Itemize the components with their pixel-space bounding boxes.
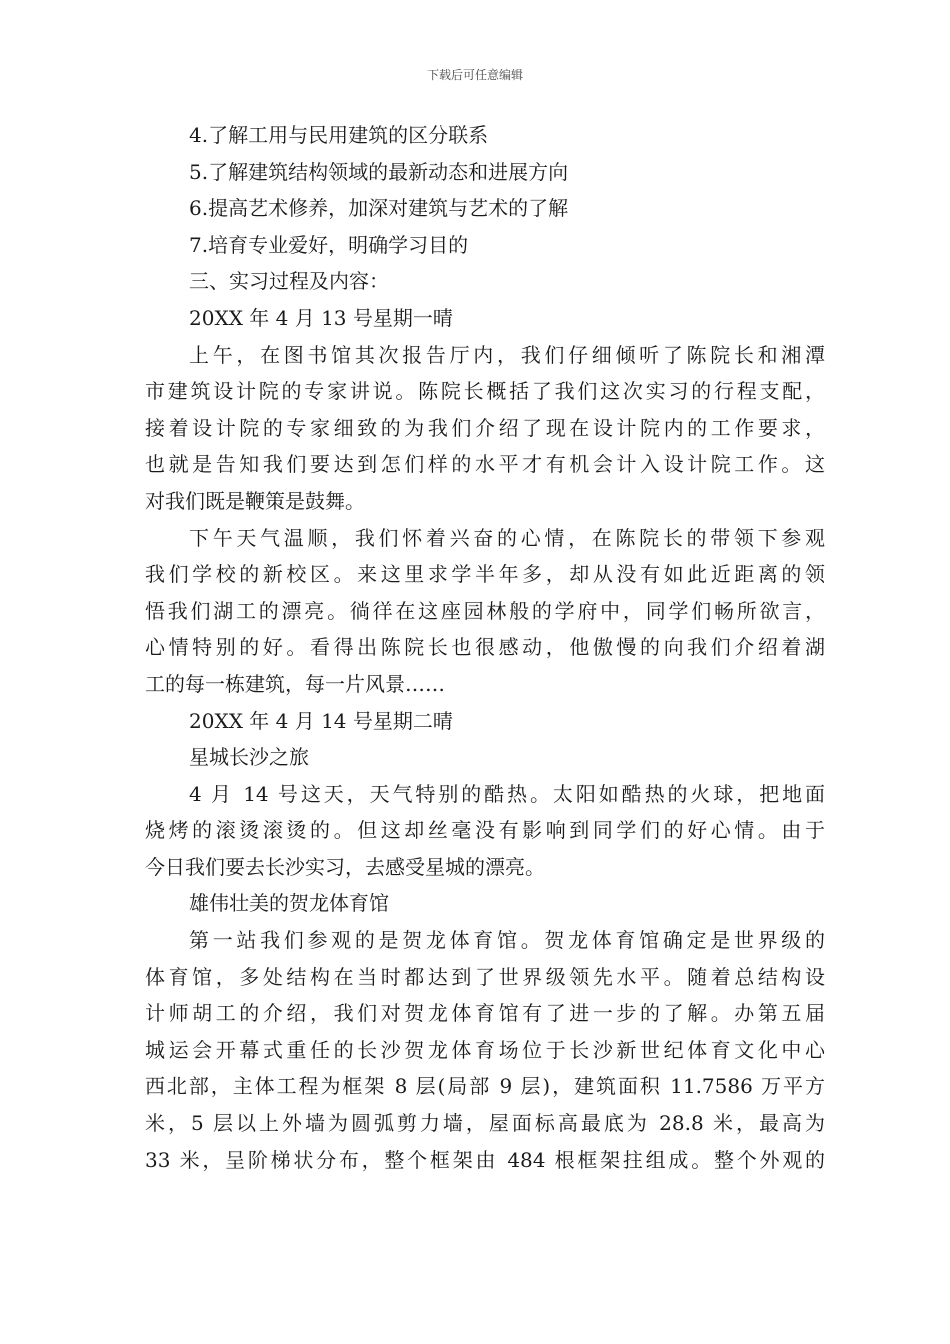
text-line: 烧烤的滚烫滚烫的。但这却丝毫没有影响到同学们的好心情。由于 [145, 818, 825, 843]
text-line: 下午天气温顺，我们怀着兴奋的心情，在陈院长的带领下参观 [189, 525, 825, 550]
page-header: 下载后可任意编辑 [426, 68, 523, 82]
text-line: 体育馆，多处结构在当时都达到了世界级领先水平。随着总结构设 [145, 964, 825, 989]
text-line: 工的每一栋建筑，每一片风景…… [145, 671, 445, 696]
text-line: 三、实习过程及内容： [189, 269, 389, 294]
text-line: 市建筑设计院的专家讲说。陈院长概括了我们这次实习的行程支配， [145, 379, 825, 404]
text-line: 6.提高艺术修养，加深对建筑与艺术的了解 [189, 196, 569, 221]
text-line: 我们学校的新校区。来这里求学半年多，却从没有如此近距离的领 [145, 562, 825, 587]
text-line: 4.了解工用与民用建筑的区分联系 [189, 123, 489, 147]
text-line: 悟我们湖工的漂亮。徜徉在这座园林般的学府中，同学们畅所欲言， [145, 598, 825, 623]
text-line: 接着设计院的专家细致的为我们介绍了现在设计院内的工作要求， [145, 415, 825, 440]
text-line: 心情特别的好。看得出陈院长也很感动，他傲慢的向我们介绍着湖 [145, 635, 825, 660]
text-line: 7.培育专业爱好，明确学习目的 [189, 232, 469, 257]
text-line: 20XX 年 4 月 13 号星期一晴 [189, 305, 453, 330]
text-line: 第一站我们参观的是贺龙体育馆。贺龙体育馆确定是世界级的 [189, 928, 825, 953]
text-line: 33 米，呈阶梯状分布，整个框架由 484 根框架拄组成。整个外观的 [145, 1147, 825, 1172]
text-line: 星城长沙之旅 [189, 745, 309, 770]
text-line: 雄伟壮美的贺龙体育馆 [189, 891, 389, 916]
text-line: 4 月 14 号这天，天气特别的酷热。太阳如酷热的火球，把地面 [189, 781, 825, 806]
text-line: 西北部，主体工程为框架 8 层(局部 9 层)，建筑面积 11.7586 万平方 [145, 1074, 825, 1099]
text-line: 也就是告知我们要达到怎们样的水平才有机会计入设计院工作。这 [145, 452, 825, 477]
document-body [145, 117, 825, 1178]
text-line: 上午，在图书馆其次报告厅内，我们仔细倾听了陈院长和湘潭 [189, 342, 825, 367]
text-line: 5.了解建筑结构领域的最新动态和进展方向 [189, 159, 569, 184]
text-line: 米，5 层以上外墙为圆弧剪力墙，屋面标高最底为 28.8 米，最高为 [145, 1111, 825, 1136]
text-line: 今日我们要去长沙实习，去感受星城的漂亮。 [145, 854, 545, 879]
text-line: 20XX 年 4 月 14 号星期二晴 [189, 708, 453, 733]
text-line: 计师胡工的介绍，我们对贺龙体育馆有了进一步的了解。办第五届 [145, 1001, 825, 1026]
text-line: 城运会开幕式重任的长沙贺龙体育场位于长沙新世纪体育文化中心 [145, 1037, 825, 1062]
text-line: 对我们既是鞭策是鼓舞。 [145, 488, 365, 513]
